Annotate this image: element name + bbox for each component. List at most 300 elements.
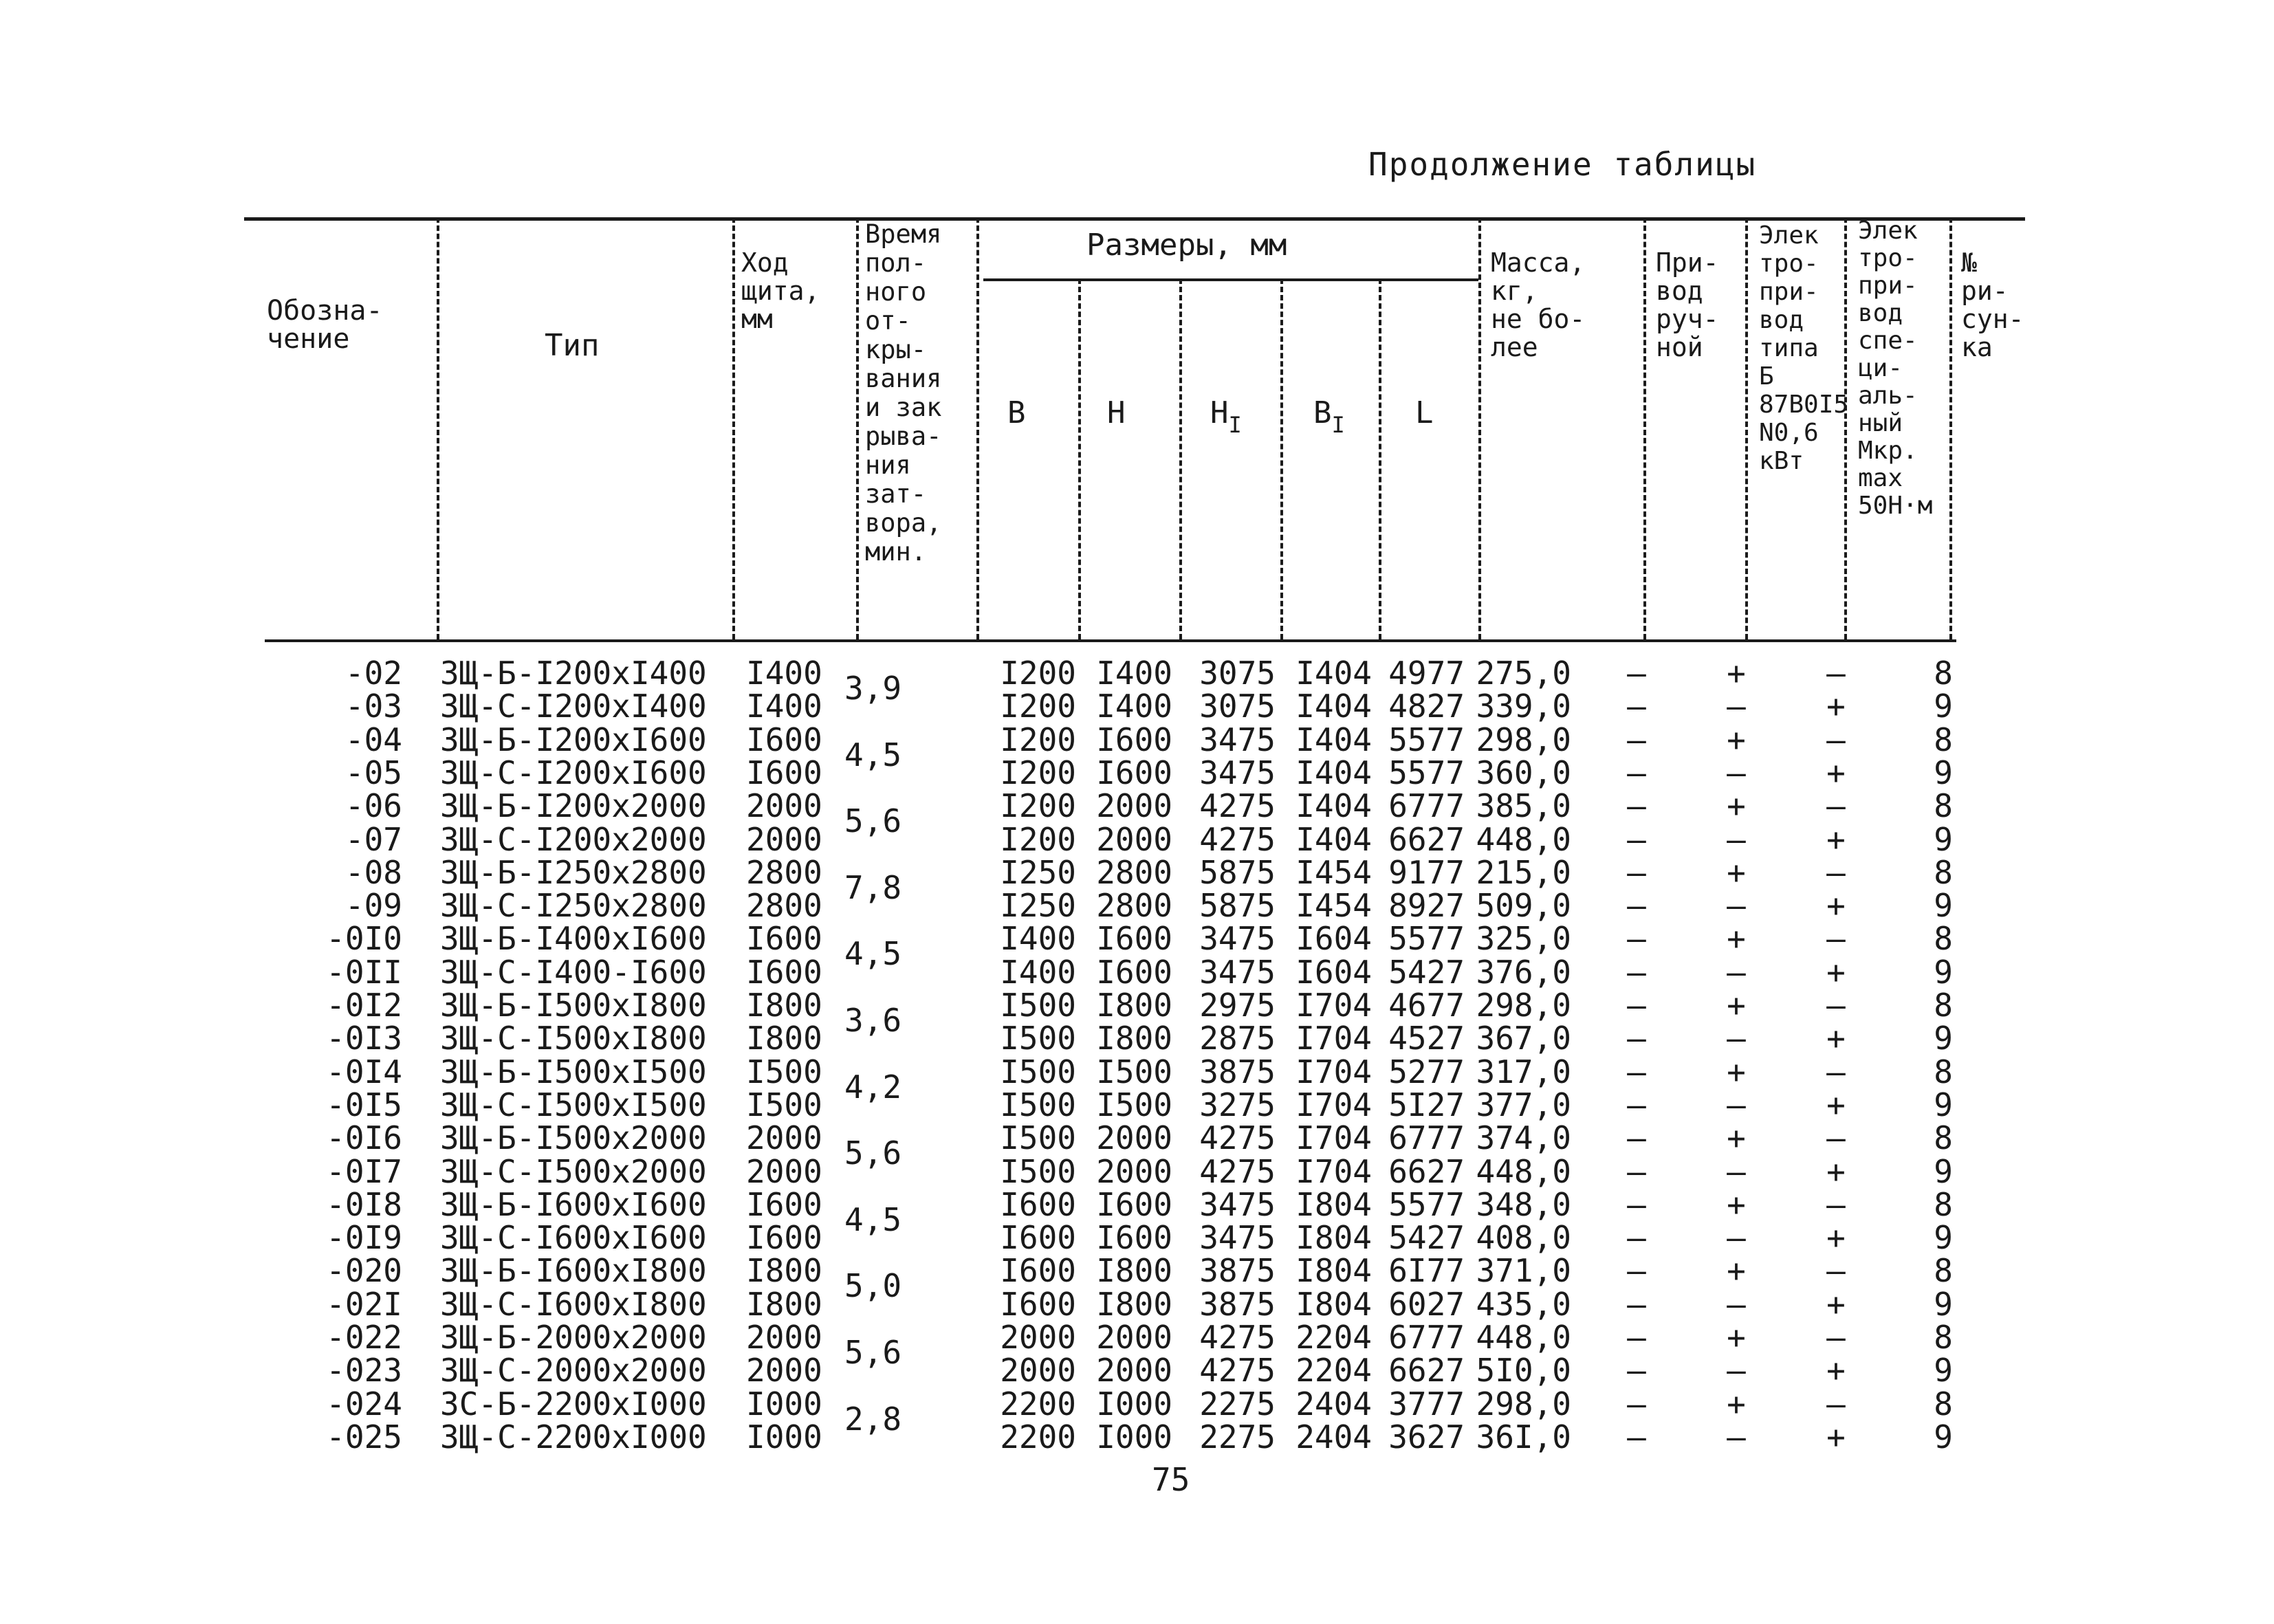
stroke-cell: 2000 <box>746 1152 822 1190</box>
designation-cell: -0I0 <box>326 920 402 958</box>
stroke-cell: I800 <box>746 1020 822 1057</box>
H1-cell: 2975 <box>1199 987 1276 1024</box>
electric-drive-cell: – <box>1727 887 1746 925</box>
H1-cell: 3875 <box>1199 1252 1276 1290</box>
stroke-cell: I800 <box>746 1285 822 1323</box>
manual-drive-cell: – <box>1627 787 1646 825</box>
type-cell: ЗЩ-С-I200x2000 <box>440 820 707 858</box>
opening-time-cell: 3,6 <box>844 1002 902 1039</box>
B1-cell: I454 <box>1295 887 1372 925</box>
B1-cell: I404 <box>1295 655 1372 692</box>
H-cell: I600 <box>1096 754 1172 791</box>
manual-drive-cell: – <box>1627 853 1646 891</box>
special-drive-cell: – <box>1826 1119 1846 1157</box>
designation-cell: -0I8 <box>326 1185 402 1223</box>
special-drive-cell: + <box>1826 887 1846 925</box>
stroke-cell: I500 <box>746 1053 822 1090</box>
header-type: Тип <box>545 328 600 363</box>
H-cell: 2800 <box>1096 887 1172 925</box>
manual-drive-cell: – <box>1627 1385 1646 1423</box>
electric-drive-cell: + <box>1727 655 1746 692</box>
electric-drive-cell: + <box>1727 987 1746 1024</box>
L-cell: 6627 <box>1388 1152 1465 1190</box>
designation-cell: -0II <box>326 953 402 991</box>
stroke-cell: 2000 <box>746 820 822 858</box>
manual-drive-cell: – <box>1627 655 1646 692</box>
special-drive-cell: – <box>1826 1252 1846 1290</box>
type-cell: ЗЩ-Б-I500xI500 <box>440 1053 707 1090</box>
H-cell: 2000 <box>1096 787 1172 825</box>
designation-cell: -0I6 <box>326 1119 402 1157</box>
H1-cell: 3475 <box>1199 754 1276 791</box>
header-B: В <box>1007 395 1026 430</box>
electric-drive-cell: + <box>1727 1252 1746 1290</box>
H-cell: I400 <box>1096 655 1172 692</box>
B-cell: I200 <box>1000 655 1076 692</box>
special-drive-cell: – <box>1826 853 1846 891</box>
designation-cell: -02I <box>326 1285 402 1323</box>
B1-cell: I804 <box>1295 1252 1372 1290</box>
stroke-cell: I600 <box>746 953 822 991</box>
special-drive-cell: + <box>1826 688 1846 725</box>
H1-cell: 3475 <box>1199 920 1276 958</box>
figure-cell: 9 <box>1934 820 1953 858</box>
mass-cell: 509,0 <box>1476 887 1571 925</box>
special-drive-cell: + <box>1826 1352 1846 1390</box>
H-cell: 2800 <box>1096 853 1172 891</box>
H-cell: I400 <box>1096 688 1172 725</box>
electric-drive-cell: + <box>1727 1185 1746 1223</box>
top-rule <box>244 217 2025 221</box>
header-sizes: Размеры, мм <box>1086 228 1287 263</box>
H1-cell: 3075 <box>1199 688 1276 725</box>
electric-drive-cell: – <box>1727 754 1746 791</box>
B-cell: I400 <box>1000 953 1076 991</box>
stroke-cell: 2000 <box>746 1119 822 1157</box>
type-cell: ЗЩ-С-I600xI600 <box>440 1219 707 1257</box>
type-cell: ЗЩ-Б-I250x2800 <box>440 853 707 891</box>
figure-cell: 9 <box>1934 1086 1953 1123</box>
H-cell: I800 <box>1096 1285 1172 1323</box>
header-special-drive: Элек тро- при- вод спе- ци- аль- ный Мкр. max 50Н·м <box>1858 217 1933 520</box>
B1-cell: I704 <box>1295 1086 1372 1123</box>
B-cell: I250 <box>1000 853 1076 891</box>
B-cell: I250 <box>1000 887 1076 925</box>
L-cell: 4527 <box>1388 1020 1465 1057</box>
designation-cell: -04 <box>345 721 402 758</box>
page-number: 75 <box>1152 1461 1190 1498</box>
column-divider <box>1179 278 1182 639</box>
header-B1: $В_I$ <box>1313 395 1345 438</box>
L-cell: 4827 <box>1388 688 1465 725</box>
designation-cell: -05 <box>345 754 402 791</box>
designation-cell: -0I5 <box>326 1086 402 1123</box>
stroke-cell: I400 <box>746 688 822 725</box>
column-divider <box>1745 217 1748 639</box>
opening-time-cell: 2,8 <box>844 1400 902 1438</box>
H1-cell: 3475 <box>1199 1219 1276 1257</box>
type-cell: ЗЩ-С-I200xI400 <box>440 688 707 725</box>
stroke-cell: I800 <box>746 987 822 1024</box>
B1-cell: I404 <box>1295 787 1372 825</box>
manual-drive-cell: – <box>1627 1252 1646 1290</box>
B-cell: I600 <box>1000 1285 1076 1323</box>
type-cell: ЗЩ-С-I200xI600 <box>440 754 707 791</box>
manual-drive-cell: – <box>1627 1418 1646 1456</box>
type-cell: ЗЩ-С-2000x2000 <box>440 1352 707 1390</box>
B-cell: 2000 <box>1000 1352 1076 1390</box>
type-cell: ЗЩ-Б-2000x2000 <box>440 1319 707 1356</box>
type-cell: ЗЩ-С-I500xI800 <box>440 1020 707 1057</box>
manual-drive-cell: – <box>1627 1185 1646 1223</box>
H1-cell: 3275 <box>1199 1086 1276 1123</box>
L-cell: 5427 <box>1388 953 1465 991</box>
H-cell: I600 <box>1096 1185 1172 1223</box>
opening-time-cell: 4,5 <box>844 935 902 973</box>
electric-drive-cell: – <box>1727 688 1746 725</box>
electric-drive-cell: + <box>1727 787 1746 825</box>
manual-drive-cell: – <box>1627 1020 1646 1057</box>
opening-time-cell: 5,0 <box>844 1267 902 1305</box>
type-cell: ЗЩ-Б-I400xI600 <box>440 920 707 958</box>
designation-cell: -023 <box>326 1352 402 1390</box>
H-cell: I800 <box>1096 1252 1172 1290</box>
type-cell: ЗС-Б-2200xI000 <box>440 1385 707 1423</box>
opening-time-cell: 4,2 <box>844 1068 902 1106</box>
L-cell: 6777 <box>1388 1119 1465 1157</box>
B1-cell: I604 <box>1295 953 1372 991</box>
manual-drive-cell: – <box>1627 1319 1646 1356</box>
figure-cell: 8 <box>1934 987 1953 1024</box>
stroke-cell: I500 <box>746 1086 822 1123</box>
H1-cell: 4275 <box>1199 1119 1276 1157</box>
stroke-cell: 2000 <box>746 1319 822 1356</box>
H1-cell: 4275 <box>1199 1319 1276 1356</box>
special-drive-cell: – <box>1826 787 1846 825</box>
manual-drive-cell: – <box>1627 987 1646 1024</box>
mass-cell: 298,0 <box>1476 987 1571 1024</box>
mass-cell: 408,0 <box>1476 1219 1571 1257</box>
type-cell: ЗЩ-С-I500x2000 <box>440 1152 707 1190</box>
stroke-cell: I600 <box>746 1219 822 1257</box>
B1-cell: I604 <box>1295 920 1372 958</box>
mass-cell: 374,0 <box>1476 1119 1571 1157</box>
B1-cell: I704 <box>1295 1020 1372 1057</box>
column-divider <box>1478 217 1481 639</box>
electric-drive-cell: + <box>1727 920 1746 958</box>
L-cell: 4677 <box>1388 987 1465 1024</box>
stroke-cell: I000 <box>746 1385 822 1423</box>
opening-time-cell: 5,6 <box>844 1334 902 1371</box>
column-divider <box>1643 217 1646 639</box>
manual-drive-cell: – <box>1627 1086 1646 1123</box>
figure-cell: 8 <box>1934 1185 1953 1223</box>
header-designation: Обозна- чение <box>267 295 383 355</box>
L-cell: 9177 <box>1388 853 1465 891</box>
mass-cell: 448,0 <box>1476 1319 1571 1356</box>
electric-drive-cell: – <box>1727 953 1746 991</box>
figure-cell: 9 <box>1934 1285 1953 1323</box>
special-drive-cell: – <box>1826 655 1846 692</box>
special-drive-cell: – <box>1826 920 1846 958</box>
column-divider <box>976 217 979 639</box>
B-cell: 2000 <box>1000 1319 1076 1356</box>
header-manual-drive: При- вод руч- ной <box>1656 248 1719 362</box>
figure-cell: 8 <box>1934 721 1953 758</box>
H-cell: I000 <box>1096 1418 1172 1456</box>
electric-drive-cell: – <box>1727 820 1746 858</box>
designation-cell: -09 <box>345 887 402 925</box>
mass-cell: 367,0 <box>1476 1020 1571 1057</box>
electric-drive-cell: + <box>1727 721 1746 758</box>
mass-cell: 376,0 <box>1476 953 1571 991</box>
designation-cell: -0I4 <box>326 1053 402 1090</box>
figure-cell: 9 <box>1934 1152 1953 1190</box>
opening-time-cell: 4,5 <box>844 1200 902 1238</box>
L-cell: 5577 <box>1388 721 1465 758</box>
manual-drive-cell: – <box>1627 1352 1646 1390</box>
header-mass: Масса, кг, не бо- лее <box>1491 248 1586 362</box>
designation-cell: -024 <box>326 1385 402 1423</box>
column-divider <box>437 217 439 639</box>
L-cell: 6I77 <box>1388 1252 1465 1290</box>
L-cell: 5I27 <box>1388 1086 1465 1123</box>
header-H: Н <box>1107 395 1126 430</box>
electric-drive-cell: + <box>1727 1119 1746 1157</box>
figure-cell: 8 <box>1934 1252 1953 1290</box>
H1-cell: 3875 <box>1199 1285 1276 1323</box>
figure-cell: 9 <box>1934 1020 1953 1057</box>
L-cell: 5577 <box>1388 920 1465 958</box>
special-drive-cell: + <box>1826 1285 1846 1323</box>
mass-cell: 325,0 <box>1476 920 1571 958</box>
designation-cell: -08 <box>345 853 402 891</box>
electric-drive-cell: – <box>1727 1352 1746 1390</box>
L-cell: 6627 <box>1388 820 1465 858</box>
type-cell: ЗЩ-Б-I200x2000 <box>440 787 707 825</box>
designation-cell: -07 <box>345 820 402 858</box>
L-cell: 6777 <box>1388 787 1465 825</box>
special-drive-cell: + <box>1826 1152 1846 1190</box>
B-cell: I600 <box>1000 1252 1076 1290</box>
designation-cell: -020 <box>326 1252 402 1290</box>
header-time: Время пол- ного от- кры- вания и зак рыва- ния зат- вора, мин. <box>865 219 942 567</box>
B1-cell: 2404 <box>1295 1418 1372 1456</box>
type-cell: ЗЩ-Б-I200xI400 <box>440 655 707 692</box>
mass-cell: 5I0,0 <box>1476 1352 1571 1390</box>
opening-time-cell: 7,8 <box>844 868 902 906</box>
H1-cell: 4275 <box>1199 787 1276 825</box>
B1-cell: 2204 <box>1295 1352 1372 1390</box>
H-cell: 2000 <box>1096 1152 1172 1190</box>
H-cell: I500 <box>1096 1086 1172 1123</box>
electric-drive-cell: + <box>1727 1385 1746 1423</box>
type-cell: ЗЩ-Б-I200xI600 <box>440 721 707 758</box>
type-cell: ЗЩ-С-I500xI500 <box>440 1086 707 1123</box>
stroke-cell: I600 <box>746 920 822 958</box>
mass-cell: 317,0 <box>1476 1053 1571 1090</box>
type-cell: ЗЩ-С-I250x2800 <box>440 887 707 925</box>
opening-time-cell: 5,6 <box>844 1134 902 1172</box>
electric-drive-cell: – <box>1727 1086 1746 1123</box>
header-H1: $Н_I$ <box>1210 395 1242 438</box>
mass-cell: 298,0 <box>1476 721 1571 758</box>
manual-drive-cell: – <box>1627 754 1646 791</box>
header-L: L <box>1415 395 1434 430</box>
H-cell: I600 <box>1096 920 1172 958</box>
figure-cell: 8 <box>1934 920 1953 958</box>
stroke-cell: 2000 <box>746 787 822 825</box>
H-cell: 2000 <box>1096 1119 1172 1157</box>
manual-drive-cell: – <box>1627 887 1646 925</box>
B1-cell: I704 <box>1295 987 1372 1024</box>
type-cell: ЗЩ-Б-I500xI800 <box>440 987 707 1024</box>
figure-cell: 9 <box>1934 953 1953 991</box>
manual-drive-cell: – <box>1627 820 1646 858</box>
special-drive-cell: – <box>1826 1053 1846 1090</box>
special-drive-cell: + <box>1826 1219 1846 1257</box>
B1-cell: I404 <box>1295 754 1372 791</box>
B-cell: I600 <box>1000 1185 1076 1223</box>
figure-cell: 9 <box>1934 1219 1953 1257</box>
B-cell: I500 <box>1000 1152 1076 1190</box>
designation-cell: -0I3 <box>326 1020 402 1057</box>
stroke-cell: I000 <box>746 1418 822 1456</box>
type-cell: ЗЩ-Б-I600xI600 <box>440 1185 707 1223</box>
figure-cell: 8 <box>1934 1319 1953 1356</box>
B-cell: I500 <box>1000 1086 1076 1123</box>
electric-drive-cell: + <box>1727 1053 1746 1090</box>
figure-cell: 8 <box>1934 655 1953 692</box>
H1-cell: 2875 <box>1199 1020 1276 1057</box>
manual-drive-cell: – <box>1627 920 1646 958</box>
manual-drive-cell: – <box>1627 688 1646 725</box>
figure-cell: 8 <box>1934 1053 1953 1090</box>
special-drive-cell: + <box>1826 820 1846 858</box>
H1-cell: 4275 <box>1199 820 1276 858</box>
mass-cell: 377,0 <box>1476 1086 1571 1123</box>
header-bottom-rule <box>265 639 1956 642</box>
designation-cell: -03 <box>345 688 402 725</box>
special-drive-cell: + <box>1826 953 1846 991</box>
figure-cell: 9 <box>1934 1418 1953 1456</box>
L-cell: 5577 <box>1388 1185 1465 1223</box>
B-cell: I600 <box>1000 1219 1076 1257</box>
manual-drive-cell: – <box>1627 1152 1646 1190</box>
L-cell: 6027 <box>1388 1285 1465 1323</box>
electric-drive-cell: – <box>1727 1219 1746 1257</box>
B-cell: 2200 <box>1000 1385 1076 1423</box>
B1-cell: I404 <box>1295 820 1372 858</box>
column-divider <box>1280 278 1283 639</box>
electric-drive-cell: – <box>1727 1418 1746 1456</box>
figure-cell: 9 <box>1934 887 1953 925</box>
mass-cell: 385,0 <box>1476 787 1571 825</box>
B-cell: I500 <box>1000 1020 1076 1057</box>
manual-drive-cell: – <box>1627 1219 1646 1257</box>
opening-time-cell: 5,6 <box>844 802 902 840</box>
column-divider <box>732 217 735 639</box>
stroke-cell: I400 <box>746 655 822 692</box>
stroke-cell: I800 <box>746 1252 822 1290</box>
H1-cell: 5875 <box>1199 887 1276 925</box>
electric-drive-cell: – <box>1727 1285 1746 1323</box>
H1-cell: 2275 <box>1199 1418 1276 1456</box>
sizes-subrule <box>983 278 1478 281</box>
special-drive-cell: + <box>1826 1418 1846 1456</box>
B1-cell: I404 <box>1295 688 1372 725</box>
H1-cell: 3875 <box>1199 1053 1276 1090</box>
mass-cell: 448,0 <box>1476 1152 1571 1190</box>
H1-cell: 4275 <box>1199 1352 1276 1390</box>
L-cell: 4977 <box>1388 655 1465 692</box>
designation-cell: -0I2 <box>326 987 402 1024</box>
table-continuation-title: Продолжение таблицы <box>1368 146 1757 183</box>
B1-cell: I804 <box>1295 1185 1372 1223</box>
mass-cell: 348,0 <box>1476 1185 1571 1223</box>
manual-drive-cell: – <box>1627 953 1646 991</box>
L-cell: 6627 <box>1388 1352 1465 1390</box>
B1-cell: 2204 <box>1295 1319 1372 1356</box>
manual-drive-cell: – <box>1627 1119 1646 1157</box>
B-cell: I500 <box>1000 1119 1076 1157</box>
special-drive-cell: + <box>1826 1020 1846 1057</box>
L-cell: 5277 <box>1388 1053 1465 1090</box>
H-cell: I000 <box>1096 1385 1172 1423</box>
header-stroke: Ход щита, мм <box>741 248 820 334</box>
column-divider <box>1949 217 1952 639</box>
B-cell: I400 <box>1000 920 1076 958</box>
opening-time-cell: 3,9 <box>844 670 902 707</box>
mass-cell: 435,0 <box>1476 1285 1571 1323</box>
stroke-cell: I600 <box>746 721 822 758</box>
B1-cell: I404 <box>1295 721 1372 758</box>
H1-cell: 5875 <box>1199 853 1276 891</box>
type-cell: ЗЩ-С-I400-I600 <box>440 953 707 991</box>
figure-cell: 8 <box>1934 1119 1953 1157</box>
designation-cell: -025 <box>326 1418 402 1456</box>
L-cell: 3627 <box>1388 1418 1465 1456</box>
B-cell: I500 <box>1000 1053 1076 1090</box>
mass-cell: 215,0 <box>1476 853 1571 891</box>
special-drive-cell: + <box>1826 1086 1846 1123</box>
mass-cell: 298,0 <box>1476 1385 1571 1423</box>
special-drive-cell: – <box>1826 721 1846 758</box>
figure-cell: 8 <box>1934 1385 1953 1423</box>
column-divider <box>1078 278 1081 639</box>
designation-cell: -06 <box>345 787 402 825</box>
B1-cell: I704 <box>1295 1152 1372 1190</box>
B-cell: I500 <box>1000 987 1076 1024</box>
H-cell: 2000 <box>1096 1352 1172 1390</box>
mass-cell: 36I,0 <box>1476 1418 1571 1456</box>
electric-drive-cell: – <box>1727 1152 1746 1190</box>
stroke-cell: I600 <box>746 754 822 791</box>
header-figure-number: № ри- сун- ка <box>1961 248 2024 362</box>
type-cell: ЗЩ-Б-I500x2000 <box>440 1119 707 1157</box>
H1-cell: 3475 <box>1199 953 1276 991</box>
stroke-cell: I600 <box>746 1185 822 1223</box>
B-cell: I200 <box>1000 688 1076 725</box>
figure-cell: 9 <box>1934 1352 1953 1390</box>
manual-drive-cell: – <box>1627 1053 1646 1090</box>
B-cell: I200 <box>1000 820 1076 858</box>
manual-drive-cell: – <box>1627 721 1646 758</box>
figure-cell: 8 <box>1934 853 1953 891</box>
stroke-cell: 2800 <box>746 887 822 925</box>
special-drive-cell: – <box>1826 1385 1846 1423</box>
B-cell: I200 <box>1000 754 1076 791</box>
